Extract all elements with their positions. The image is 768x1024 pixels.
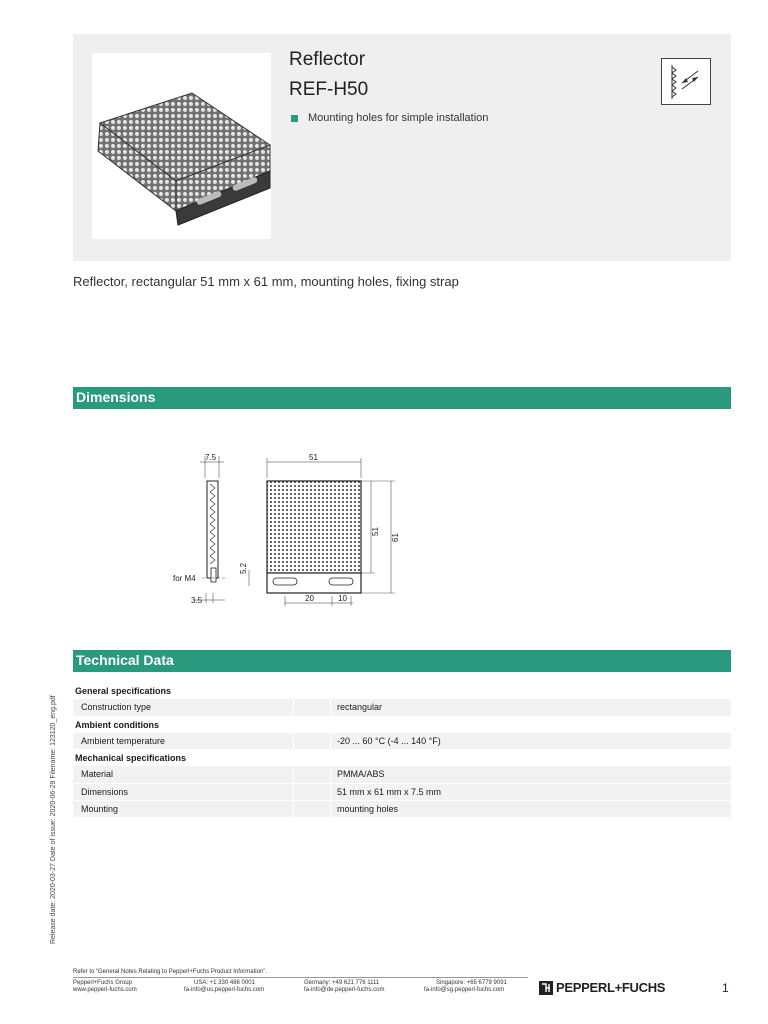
row-value: PMMA/ABS — [337, 769, 385, 780]
table-group-row — [73, 683, 731, 699]
page-number: 1 — [722, 981, 729, 995]
table-separator — [293, 699, 331, 715]
product-title: Reflector — [289, 49, 366, 70]
group-label: Ambient conditions — [75, 719, 159, 730]
section-header-technical-data: Technical Data — [73, 650, 731, 672]
feature-text: Mounting holes for simple installation — [308, 112, 489, 124]
footer-singapore-col — [424, 980, 507, 994]
group-label: Mechanical specifications — [75, 753, 187, 764]
table-row — [73, 766, 731, 783]
reflector-symbol-icon — [661, 58, 711, 105]
footer-germany: Germany: +49 621 776 1111 — [304, 980, 380, 986]
table-group-row — [73, 750, 731, 766]
row-label: Ambient temperature — [81, 735, 166, 746]
footer-singapore: Singapore: +65 6779 9091 — [436, 980, 507, 986]
dim-height-total: 61 — [391, 533, 400, 542]
row-value: 51 mm x 61 mm x 7.5 mm — [337, 786, 442, 797]
table-row — [73, 801, 731, 818]
footer-divider — [73, 977, 528, 978]
reflector-symbol-graphic — [662, 59, 710, 104]
dim-height-inner: 51 — [371, 527, 380, 536]
brand-block — [539, 980, 665, 995]
footer-germany-mail[interactable]: fa-info@de.pepperl-fuchs.com — [304, 987, 385, 993]
table-row — [73, 784, 731, 801]
footer-reference: Refer to “General Notes Relating to Pepperl+Fuchs Product Information”. — [73, 969, 267, 975]
footer-singapore-mail[interactable]: fa-info@sg.pepperl-fuchs.com — [424, 987, 505, 993]
row-label: Mounting — [81, 804, 119, 815]
dim-hole-offset: 10 — [338, 594, 347, 603]
row-label: Construction type — [81, 702, 152, 713]
footer-group-col — [73, 980, 137, 994]
table-separator — [293, 733, 331, 749]
product-model: REF-H50 — [289, 79, 369, 100]
row-label: Material — [81, 769, 114, 780]
group-label: General specifications — [75, 686, 172, 696]
dimension-drawing — [165, 448, 420, 613]
reflector-photo-image — [92, 53, 271, 239]
product-photo — [92, 53, 271, 239]
row-value: -20 ... 60 °C (-4 ... 140 °F) — [337, 735, 441, 746]
pepperl-fuchs-logo-icon — [539, 981, 553, 995]
dim-screw-label: for M4 — [173, 574, 196, 583]
dimension-drawing-svg — [165, 448, 420, 613]
dim-hole-spacing: 20 — [305, 594, 314, 603]
table-row — [73, 699, 731, 716]
footer-usa: USA: +1 330 486 0001 — [194, 980, 255, 986]
dim-side-width: 7.5 — [205, 453, 217, 462]
section-header-dimensions: Dimensions — [73, 387, 731, 409]
row-value: mounting holes — [337, 804, 399, 815]
logo-mark — [539, 981, 553, 995]
table-separator — [293, 766, 331, 782]
dim-width: 51 — [309, 453, 318, 462]
footer-germany-col — [304, 980, 384, 994]
brand-name: PEPPERL+FUCHS — [556, 980, 666, 995]
footer-group: Pepperl+Fuchs Group — [73, 980, 132, 986]
row-label: Dimensions — [81, 786, 129, 797]
footer-usa-col — [184, 980, 264, 994]
feature-item — [291, 112, 488, 124]
product-summary: Reflector, rectangular 51 mm x 61 mm, mounting holes, fixing strap — [73, 274, 459, 289]
table-separator — [293, 784, 331, 800]
dim-side-bottom: 3.5 — [191, 596, 203, 605]
dim-hole-height: 5.2 — [239, 562, 248, 574]
release-info-vertical: Release date: 2020-03-27 Date of issue: 2020-06-29 Filename: 123120_eng.pdf — [50, 695, 57, 944]
table-row — [73, 733, 731, 750]
row-value: rectangular — [337, 702, 383, 713]
table-group-row — [73, 717, 731, 733]
technical-data-table — [73, 683, 731, 818]
footer-usa-mail[interactable]: fa-info@us.pepperl-fuchs.com — [184, 987, 265, 993]
footer-web-link[interactable]: www.pepperl-fuchs.com — [73, 987, 137, 993]
bullet-icon — [291, 115, 298, 122]
table-separator — [293, 801, 331, 817]
